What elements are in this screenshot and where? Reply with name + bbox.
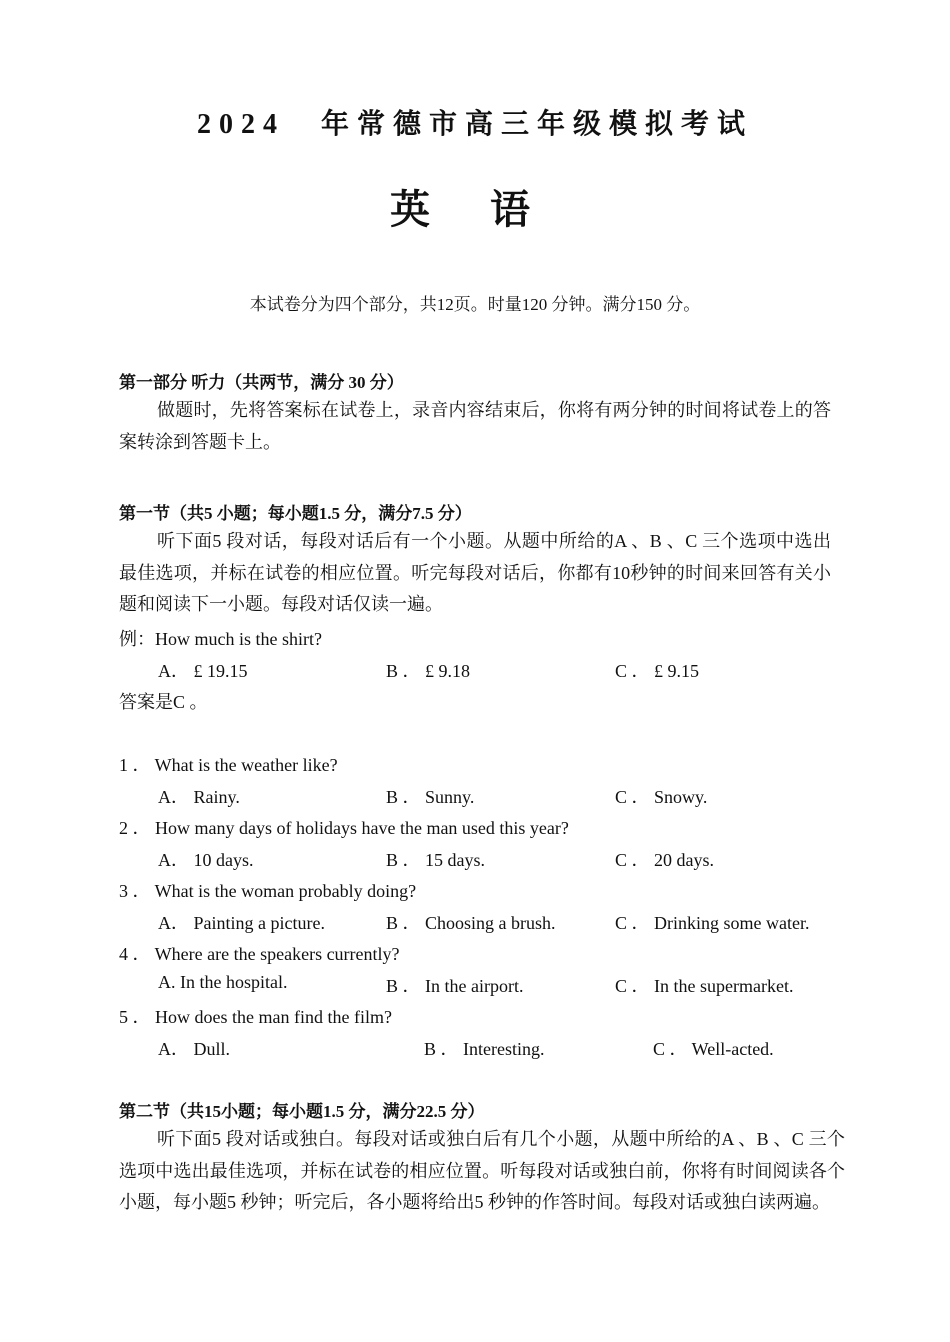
- question-1-stem: 1 ． What is the weather like?: [119, 755, 338, 775]
- exam-intro: 本试卷分为四个部分，共12页。时量120 分钟。满分150 分。: [249, 295, 701, 314]
- question-2-option-c: C ． 20 days.: [615, 850, 714, 870]
- question-3-option-b: B ． Choosing a brush.: [386, 913, 556, 933]
- question-5-stem: 5 ． How does the man find the film?: [119, 1007, 392, 1027]
- question-4-option-a: A. In the hospital.: [158, 972, 288, 992]
- question-3-option-a: A． Painting a picture.: [158, 913, 325, 933]
- question-2-option-b: B ． 15 days.: [386, 850, 485, 870]
- section2-instructions: 听下面5 段对话或独白。每段对话或独白后有几个小题，从题中所给的A 、B 、C 三个选项中选出最佳选项，并标在试卷的相应位置。听每段对话或独白前，你将有时间阅读各个小题，每小题5 秒钟；听完后，各小题将给出5 秒钟的作答时间。每段对话或独白读两遍。: [119, 1129, 845, 1212]
- part1-heading: 第一部分 听力（共两节，满分 30 分）: [119, 373, 404, 392]
- subject-title: 英语: [390, 187, 590, 232]
- part1-instructions: 做题时，先将答案标在试卷上，录音内容结束后，你将有两分钟的时间将试卷上的答案转涂到答题卡上。: [119, 400, 831, 452]
- example-answer: 答案是C 。: [119, 692, 208, 712]
- section1-instructions: 听下面5 段对话，每段对话后有一个小题。从题中所给的A 、B 、C 三个选项中选出最佳选项，并标在试卷的相应位置。听完每段对话后，你都有10秒钟的时间来回答有关小题和阅读下一小题。每段对话仅读一遍。: [119, 531, 831, 614]
- example-question: 例：How much is the shirt?: [119, 629, 322, 649]
- question-1-option-a: A． Rainy.: [158, 787, 240, 807]
- question-5-option-b: B ． Interesting.: [424, 1039, 545, 1059]
- question-4-stem: 4 ． Where are the speakers currently?: [119, 944, 400, 964]
- exam-title: 2024 年常德市高三年级模拟考试: [196, 109, 753, 140]
- section2-heading: 第二节（共15小题；每小题1.5 分，满分22.5 分）: [119, 1102, 485, 1121]
- question-5-option-a: A． Dull.: [158, 1039, 230, 1059]
- question-3-stem: 3 ． What is the woman probably doing?: [119, 881, 417, 901]
- question-2-stem: 2 ． How many days of holidays have the man used this year?: [119, 818, 569, 838]
- example-option-b: B ． £ 9.18: [386, 661, 471, 681]
- example-option-c: C ． £ 9.15: [615, 661, 700, 681]
- question-2-option-a: A． 10 days.: [158, 850, 254, 870]
- section1-heading: 第一节（共5 小题；每小题1.5 分，满分7.5 分）: [119, 504, 472, 523]
- example-option-a: A． £ 19.15: [158, 661, 248, 681]
- question-4-option-b: B ． In the airport.: [386, 976, 524, 996]
- question-1-option-c: C ． Snowy.: [615, 787, 708, 807]
- question-1-option-b: B ． Sunny.: [386, 787, 475, 807]
- question-4-option-c: C ． In the supermarket.: [615, 976, 794, 996]
- question-5-option-c: C ． Well-acted.: [653, 1039, 774, 1059]
- question-3-option-c: C ． Drinking some water.: [615, 913, 810, 933]
